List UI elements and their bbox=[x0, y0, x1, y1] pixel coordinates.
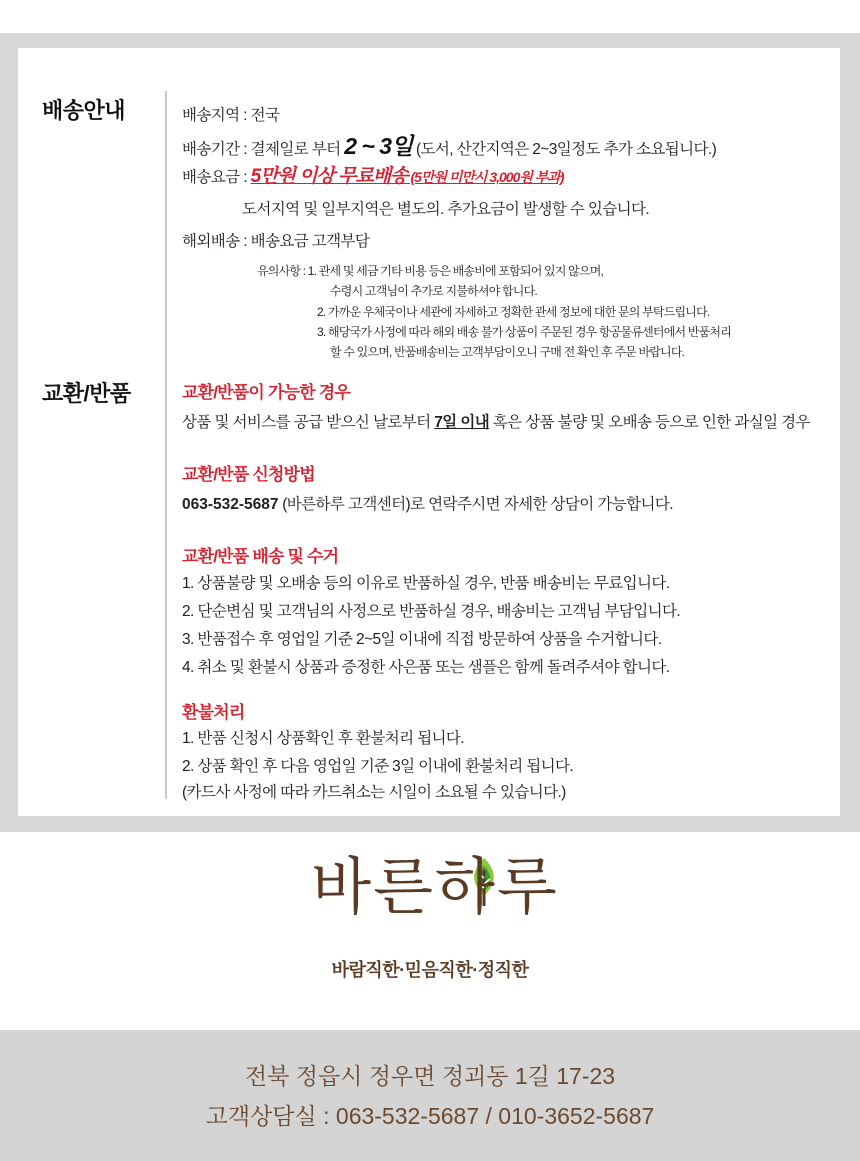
refund-item: 1. 반품 신청시 상품확인 후 환불처리 됩니다. bbox=[182, 730, 465, 747]
caution-line-3b: 할 수 있으며, 반품배송비는 고객부담이오니 구매 전 확인 후 주문 바랍니다. bbox=[330, 345, 685, 359]
possible-pre: 상품 및 서비스를 공급 받으신 날로부터 bbox=[182, 414, 435, 431]
exchange-possible-heading: 교환/반품이 가능한 경우 bbox=[182, 383, 350, 402]
vertical-divider bbox=[165, 91, 167, 799]
refund-item: (카드사 사정에 따라 카드취소는 시일이 소요될 수 있습니다.) bbox=[182, 784, 566, 801]
refund-heading: 환불처리 bbox=[182, 703, 245, 722]
possible-days: 7일 이내 bbox=[434, 414, 490, 431]
exchange-ship-heading: 교환/반품 배송 및 수거 bbox=[182, 547, 339, 566]
footer bbox=[0, 1030, 860, 1161]
shipping-title: 배송안내 bbox=[42, 98, 126, 123]
period-label: 배송기간 : 결제일로 부터 bbox=[182, 141, 345, 158]
overseas-shipping: 해외배송 : 배송요금 고객부담 bbox=[182, 233, 370, 250]
shipping-period bbox=[182, 128, 716, 161]
shipping-region bbox=[182, 103, 279, 125]
ship-item: 1. 상품불량 및 오배송 등의 이유로 반품하실 경우, 반품 배송비는 무료입니다. bbox=[182, 575, 670, 592]
island-note: 도서지역 및 일부지역은 별도의. 추가요금이 발생할 수 있습니다. bbox=[242, 201, 650, 218]
period-days: 2 ~ 3일 bbox=[344, 133, 413, 159]
caution-label: 유의사항 : bbox=[257, 264, 308, 278]
brand-name: 바른하루 bbox=[311, 850, 559, 923]
info-frame bbox=[0, 33, 860, 832]
region-label: 배송지역 : bbox=[182, 107, 251, 124]
possible-post: 혹은 상품 불량 및 오배송 등으로 인한 과실일 경우 bbox=[489, 414, 810, 431]
ship-item: 3. 반품접수 후 영업일 기준 2~5일 이내에 직접 방문하여 상품을 수거합니다. bbox=[182, 631, 662, 648]
caution-line-1a bbox=[257, 262, 603, 279]
info-panel bbox=[18, 48, 840, 816]
service-phone: 063-532-5687 bbox=[182, 496, 279, 513]
exchange-title: 교환/반품 bbox=[42, 381, 131, 406]
region-value: 전국 bbox=[250, 107, 280, 124]
exchange-apply-text bbox=[182, 492, 673, 514]
brand-tagline: 바람직한·믿음직한·정직한 bbox=[331, 960, 529, 980]
footer-contact: 고객상담실 : 063-532-5687 / 010-3652-5687 bbox=[205, 1103, 655, 1129]
refund-item: 2. 상품 확인 후 다음 영업일 기준 3일 이내에 환불처리 됩니다. bbox=[182, 758, 574, 775]
brand-logo-area bbox=[0, 832, 860, 1030]
free-shipping-highlight: 5만원 이상 무료배송 bbox=[250, 166, 408, 187]
caution-line-2: 2. 가까운 우체국이나 세관에 자세하고 정확한 관세 정보에 대한 문의 부탁드립니다. bbox=[317, 305, 710, 319]
apply-text: (바른하루 고객센터)로 연락주시면 자세한 상담이 가능합니다. bbox=[278, 496, 673, 513]
caution-line-1b: 수령시 고객님이 추가로 지불하셔야 합니다. bbox=[330, 284, 537, 298]
shipping-fee bbox=[182, 161, 564, 188]
footer-address: 전북 정읍시 정우면 정괴동 1길 17-23 bbox=[244, 1063, 616, 1089]
caution-1a: 1. 관세 및 세금 기타 비용 등은 배송비에 포함되어 있지 않으며, bbox=[307, 264, 604, 278]
fee-note: (5만원 미만시 3,000원 부과) bbox=[407, 169, 564, 185]
exchange-possible-text bbox=[182, 410, 810, 432]
exchange-apply-heading: 교환/반품 신청방법 bbox=[182, 465, 315, 484]
ship-item: 4. 취소 및 환불시 상품과 증정한 사은품 또는 샘플은 함께 돌려주셔야 합니다. bbox=[182, 659, 670, 676]
ship-item: 2. 단순변심 및 고객님의 사정으로 반품하실 경우, 배송비는 고객님 부담입니다. bbox=[182, 603, 681, 620]
period-note: (도서, 산간지역은 2~3일정도 추가 소요됩니다.) bbox=[412, 141, 717, 158]
fee-label: 배송요금 : bbox=[182, 169, 251, 186]
caution-line-3a: 3. 해당국가 사정에 따라 해외 배송 불가 상품이 주문된 경우 항공물류센터에서 반품처리 bbox=[317, 325, 732, 339]
